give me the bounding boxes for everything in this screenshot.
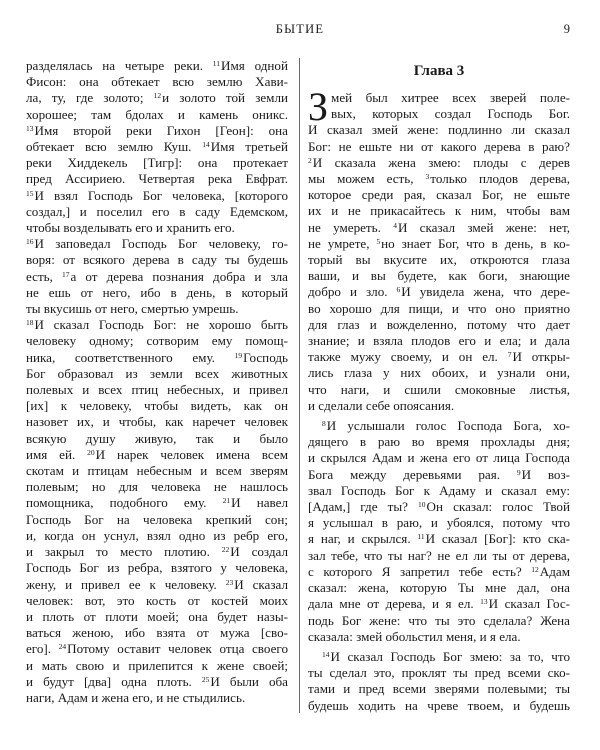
text-line — [26, 123, 288, 139]
line-text: И сказал Господь Бог змею: за то, что — [330, 648, 570, 664]
line-text: скотам и птицам небесным и всем зверям — [26, 463, 288, 479]
line-text: вых, которых создал Господь Бог. — [331, 106, 570, 122]
text-line — [26, 188, 288, 204]
line-text: И сказал [Бог]: кто ска- — [425, 531, 570, 547]
text-line — [26, 609, 288, 625]
verse-number: 23 — [225, 577, 234, 587]
line-text: наги, Адам и жена его, и не стыдились. — [26, 689, 246, 705]
text-line — [26, 674, 288, 690]
line-text: ваши, и вы будете, как боги, знающие — [308, 268, 570, 284]
verse-number: 4 — [393, 220, 397, 230]
verse-number: 24 — [58, 642, 67, 652]
line-text: И создал — [230, 544, 288, 560]
line-text: полевых и всех птиц небесных, и привел — [26, 382, 288, 398]
line-text: Бог образовал из земли всех животных — [26, 365, 288, 381]
verse-number: 19 — [234, 350, 243, 360]
text-line — [308, 398, 570, 414]
line-text: и будут [два] одна плоть. — [26, 673, 202, 689]
line-text: И сказала жена змею: плоды с дерев — [312, 154, 570, 170]
text-line — [308, 531, 570, 547]
line-text: И сказал змей жене: нет, — [397, 219, 570, 235]
line-text: сказала: змей обольстил меня, и я ела. — [308, 628, 521, 644]
text-line — [308, 155, 570, 171]
verse-number: 12 — [531, 564, 539, 574]
text-line — [26, 512, 288, 528]
text-line — [26, 463, 288, 479]
text-line — [308, 580, 570, 596]
text-line — [308, 499, 570, 515]
text-line — [308, 418, 570, 434]
verse-number: 21 — [222, 496, 231, 506]
line-text: Адам — [539, 563, 570, 579]
line-text: И воз- — [521, 466, 570, 482]
line-text: не ешь от него, ибо в день, в который — [26, 284, 288, 300]
line-text: ты вкусишь от него, смертью умрешь. — [26, 301, 239, 317]
verse-number: 16 — [26, 237, 34, 247]
line-text: и плоть от плоти моей; она будет назы- — [26, 608, 288, 624]
verse-number: 2 — [308, 155, 312, 165]
text-line — [308, 139, 570, 155]
line-text: И сказал — [234, 576, 288, 592]
text-line — [308, 681, 570, 697]
line-text: будешь ходить на чреве твоем, и будешь — [308, 697, 570, 713]
verse-number: 22 — [221, 545, 230, 555]
line-text: И были оба — [210, 673, 288, 689]
line-text: И увидела жена, что дере- — [401, 284, 570, 300]
text-line — [26, 350, 288, 366]
line-text: жену, и привел ее к человеку. — [26, 576, 226, 592]
line-text: создал,] и поселил его в саду Едемском, — [26, 203, 288, 219]
line-text: чтобы возделывать его и хранить его. — [26, 220, 235, 236]
left-column — [26, 58, 288, 706]
line-text: И навел — [231, 495, 288, 511]
text-line — [308, 629, 570, 645]
line-text: помощника, подобного ему. — [26, 495, 223, 511]
text-line — [26, 317, 288, 333]
line-text: И сказал змей жене: подлинно ли сказал — [308, 122, 570, 138]
line-text: во хорошо для пищи, и что оно приятно — [308, 300, 570, 316]
text-line — [26, 285, 288, 301]
text-line — [26, 155, 288, 171]
line-text: дящего в раю во время прохлады дня; — [308, 434, 570, 450]
text-line — [308, 252, 570, 268]
line-text: звал Господь Бог к Адаму и сказал ему: — [308, 482, 570, 498]
verse-number: 10 — [418, 500, 426, 510]
verse-number: 11 — [212, 59, 221, 68]
verse-number: 14 — [202, 140, 210, 150]
verse-number: 13 — [26, 123, 34, 133]
line-text: И сказал Господь Бог: не хорошо быть — [34, 317, 288, 333]
verse-number: 20 — [87, 447, 95, 457]
text-line — [26, 593, 288, 609]
text-line — [26, 560, 288, 576]
verse-number: 11 — [417, 532, 425, 542]
line-text: Фисон: она обтекает всю землю Хави- — [26, 74, 288, 90]
line-text: его]. — [26, 641, 59, 657]
text-line — [26, 382, 288, 398]
line-text: которое среди рая, сказал Бог, не ешьте — [308, 187, 570, 203]
text-line — [26, 252, 288, 268]
verse-number: 12 — [153, 91, 162, 101]
line-text: всякую душу живую, так и было — [26, 430, 288, 446]
verse-number: 6 — [396, 285, 401, 295]
verse-number: 15 — [26, 188, 34, 198]
line-text: Имя третьей — [210, 139, 288, 155]
right-column — [308, 58, 570, 714]
line-text: знание; и взяла плодов его и ела; и дала — [308, 333, 570, 349]
line-text: [Адам,] где ты? — [308, 499, 419, 515]
chapter-heading: Глава 3 — [413, 63, 465, 79]
verse-number: 7 — [507, 350, 512, 360]
line-text: и сделали себе опоясания. — [308, 397, 455, 413]
line-text: пред Ассириею. Четвертая река Евфрат. — [26, 171, 288, 187]
line-text: воря: от всякого дерева в саду ты будешь — [26, 252, 288, 268]
line-text: лись глаза у них обоих, и узнали они, — [308, 365, 570, 381]
text-line — [308, 564, 570, 580]
text-line — [308, 548, 570, 564]
text-line — [308, 333, 570, 349]
text-line — [308, 106, 570, 122]
verse-number: 5 — [376, 236, 381, 246]
verse-number: 8 — [322, 419, 326, 429]
text-line — [26, 479, 288, 495]
line-text: и закрыл то место плотию. — [26, 544, 222, 560]
text-line — [308, 203, 570, 219]
text-line — [26, 139, 288, 155]
line-text: с которого Я запретил тебе есть? — [308, 563, 532, 579]
line-text: их и не прикасайтесь к ним, чтобы вам — [308, 203, 570, 219]
line-text: мей был хитрее всех зверей поле- — [331, 90, 570, 105]
running-title: БЫТИЕ — [275, 22, 325, 36]
text-line — [26, 269, 288, 285]
text-line — [308, 596, 570, 612]
line-text: ника, соответственного ему. — [26, 349, 235, 365]
text-line — [26, 528, 288, 544]
text-line — [308, 365, 570, 381]
text-line — [308, 467, 570, 483]
text-line — [26, 431, 288, 447]
text-line — [308, 268, 570, 284]
line-text: И откры- — [512, 349, 570, 365]
text-columns — [26, 58, 574, 740]
line-text: и скрылся Адам и жена его от лица Господа — [308, 450, 570, 466]
line-text: для глаз и вожделенно, потому что дает — [308, 316, 570, 332]
line-text: торый вы вкусите их, откроются глаза — [308, 252, 570, 268]
verse-number: 13 — [480, 597, 488, 607]
line-text: И нарек человек имена всем — [95, 446, 288, 462]
line-text: и мать свою и прилепится к жене своей; — [26, 657, 288, 673]
text-line — [26, 641, 288, 657]
line-text: Господь — [243, 349, 288, 365]
text-line — [308, 698, 570, 714]
text-line — [26, 414, 288, 430]
text-line — [308, 236, 570, 252]
text-line — [308, 349, 570, 365]
line-text: что наги, и сшили смоковные листья, — [308, 381, 570, 397]
drop-cap: З — [308, 84, 329, 129]
text-line — [26, 58, 288, 74]
text-line — [26, 301, 288, 317]
text-line — [26, 447, 288, 463]
text-line — [308, 187, 570, 203]
line-text: Бог: не ешьте ни от какого дерева в раю? — [308, 138, 570, 154]
column-divider — [299, 58, 300, 713]
line-text: Имя одной — [221, 58, 288, 73]
line-text: мы можем есть, — [308, 171, 426, 187]
text-line — [26, 220, 288, 236]
line-text: [их] к человеку, чтобы видеть, как он — [26, 398, 288, 414]
text-line — [26, 171, 288, 187]
text-line — [26, 544, 288, 560]
running-header — [26, 22, 574, 42]
line-text: хорошее; там бдолах и камень оникс. — [26, 106, 288, 122]
line-text: обтекает всю землю Куш. — [26, 139, 203, 155]
text-line — [26, 107, 288, 123]
text-line — [308, 649, 570, 665]
line-text: но знает Бог, что в день, в ко- — [381, 235, 570, 251]
text-line — [308, 122, 570, 138]
text-line — [308, 171, 570, 187]
text-line — [26, 577, 288, 593]
line-text: Господь Бог на человека крепкий сон; — [26, 511, 288, 527]
text-line — [308, 220, 570, 236]
text-line — [26, 366, 288, 382]
text-line — [308, 515, 570, 531]
line-text: назовет их, и чтобы, как наречет человек — [26, 414, 288, 430]
text-line — [26, 90, 288, 106]
line-text: а от дерева познания добра и зла — [70, 268, 288, 284]
line-text: дала мне от дерева, и я ел. — [308, 596, 481, 612]
line-text: не умрете, — [308, 235, 377, 251]
line-text: добро и зло. — [308, 284, 397, 300]
line-text: имя ей. — [26, 446, 88, 462]
right-column-lines — [308, 122, 570, 713]
text-line — [26, 495, 288, 511]
verse-number: 14 — [322, 649, 330, 659]
line-text: я услышал в раю, и убоялся, потому что — [308, 515, 570, 531]
line-text: Потому оставит человек отца своего — [67, 641, 288, 657]
line-text: тами и пред всеми зверями полевыми; ты — [308, 681, 570, 697]
text-line — [26, 236, 288, 252]
text-line — [308, 483, 570, 499]
line-text: и золото той земли — [162, 90, 288, 106]
line-text: не умереть. — [308, 219, 394, 235]
line-text: есть, — [26, 268, 63, 284]
chapter-opening — [308, 84, 570, 129]
line-text: Он сказал: голос Твой — [426, 499, 570, 515]
line-text: человек: вот, это кость от костей моих — [26, 592, 288, 608]
text-line — [26, 690, 288, 706]
text-line — [308, 434, 570, 450]
line-text: и, когда он уснул, взял одно из ребр его, — [26, 527, 288, 543]
text-line — [26, 74, 288, 90]
line-text: Бога между деревьями рая. — [308, 466, 517, 482]
text-line — [308, 317, 570, 333]
text-line — [308, 450, 570, 466]
text-line — [308, 301, 570, 317]
text-line — [308, 90, 570, 106]
line-text: И услышали голос Господа Бога, хо- — [326, 418, 570, 434]
text-line — [26, 333, 288, 349]
text-line — [26, 658, 288, 674]
line-text: также мужу своему, и он ел. — [308, 349, 508, 365]
line-text: ты сделал это, проклят ты пред всеми ско- — [308, 665, 570, 681]
line-text: только плодов дерева, — [430, 171, 570, 187]
line-text: подь Бог жене: что ты это сделала? Жена — [308, 612, 570, 628]
line-text: реки Хиддекель [Тигр]: она протекает — [26, 155, 288, 171]
text-line — [308, 382, 570, 398]
text-line — [308, 665, 570, 681]
line-text: И взял Господь Бог человека, [которого — [34, 187, 288, 203]
line-text: Имя второй реки Гихон [Геон]: она — [34, 122, 288, 138]
line-text: разделялась на четыре реки. — [26, 58, 213, 73]
line-text: зал тебе, что ты наг? не ел ли ты от дерева, — [308, 547, 570, 563]
verse-number: 25 — [201, 674, 210, 684]
verse-number: 3 — [425, 172, 430, 182]
text-line — [308, 613, 570, 629]
line-text: человеку одному; сотворим ему помощ- — [26, 333, 288, 349]
line-text: сказал: жена, которую Ты мне дал, она — [308, 580, 570, 596]
line-text: ваться женою, ибо взята от мужа [сво- — [26, 625, 288, 641]
line-text: Господь Бог из ребра, взятого у человека, — [26, 560, 288, 576]
line-text: ла, ту, где золото; — [26, 90, 154, 106]
verse-number: 18 — [26, 318, 34, 328]
page-number: 9 — [563, 22, 570, 36]
text-line — [26, 398, 288, 414]
verse-number: 17 — [62, 269, 70, 279]
line-text: И сказал Гос- — [488, 596, 570, 612]
verse-number: 9 — [516, 467, 521, 477]
line-text: я наг, и скрылся. — [308, 531, 418, 547]
text-line — [26, 625, 288, 641]
line-text: И заповедал Господь Бог человеку, го- — [34, 236, 288, 252]
text-line — [26, 204, 288, 220]
text-line — [308, 284, 570, 300]
line-text: полевым; но для человека не нашлось — [26, 479, 288, 495]
